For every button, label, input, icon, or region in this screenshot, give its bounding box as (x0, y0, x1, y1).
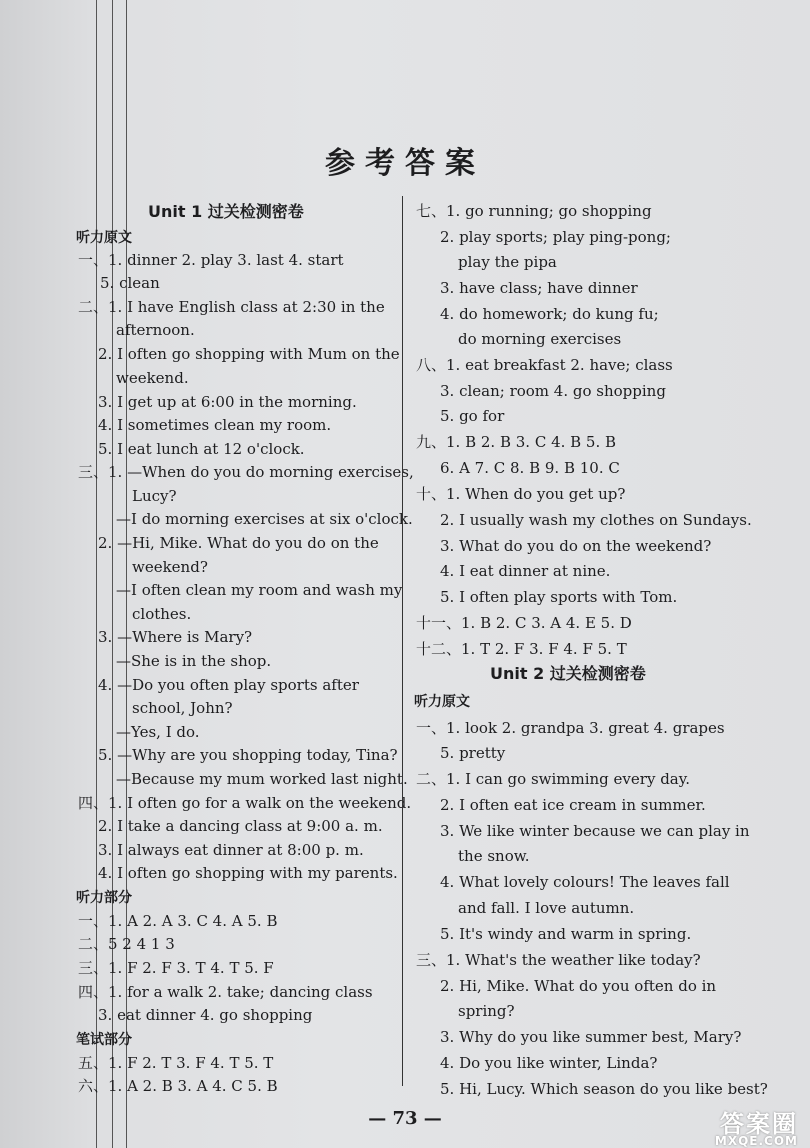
answer-line: —I do morning exercises at six o'clock. (116, 510, 413, 528)
answer-line: 5. It's windy and warm in spring. (440, 925, 692, 943)
answer-line: afternoon. (116, 321, 195, 339)
answer-line: spring? (458, 1002, 515, 1020)
answer-line: 三、1. F 2. F 3. T 4. T 5. F (78, 959, 274, 977)
answer-line: 一、1. dinner 2. play 3. last 4. start (78, 251, 344, 269)
section-heading: 听力原文 (414, 694, 470, 710)
answer-line: 2. I take a dancing class at 9:00 a. m. (98, 817, 383, 835)
answer-line: 四、1. for a walk 2. take; dancing class (78, 983, 373, 1001)
answer-line: 3. I get up at 6:00 in the morning. (98, 393, 357, 411)
answer-line: 2. I often eat ice cream in summer. (440, 796, 706, 814)
section-heading: 笔试部分 (76, 1032, 132, 1048)
answer-line: 一、1. A 2. A 3. C 4. A 5. B (78, 912, 278, 930)
answer-line: 2. I often go shopping with Mum on the (98, 345, 400, 363)
answer-line: 二、5 2 4 1 3 (78, 935, 175, 953)
answer-line: 3. Why do you like summer best, Mary? (440, 1028, 742, 1046)
answer-line: 2. play sports; play ping-pong; (440, 228, 671, 246)
answer-line: 二、1. I can go swimming every day. (416, 770, 690, 788)
answer-line: 二、1. I have English class at 2:30 in the (78, 298, 385, 316)
answer-line: 2. —Hi, Mike. What do you do on the (98, 534, 379, 552)
answer-line: 三、1. What's the weather like today? (416, 951, 701, 969)
answer-line: weekend. (116, 369, 189, 387)
answer-line: play the pipa (458, 253, 557, 271)
page-title: 参考答案 (325, 146, 485, 181)
answer-line: —She is in the shop. (116, 652, 272, 670)
answer-line: 5. —Why are you shopping today, Tina? (98, 746, 398, 764)
answer-line: 4. I eat dinner at nine. (440, 562, 611, 580)
answer-line: 3. —Where is Mary? (98, 628, 253, 646)
answer-line: 八、1. eat breakfast 2. have; class (416, 356, 673, 374)
answer-line: 七、1. go running; go shopping (416, 202, 652, 220)
answer-line: —I often clean my room and wash my (116, 581, 403, 599)
answer-line: 十、1. When do you get up? (416, 485, 626, 503)
answer-line: —Because my mum worked last night. (116, 770, 408, 788)
answer-line: the snow. (458, 847, 530, 865)
answer-line: 九、1. B 2. B 3. C 4. B 5. B (416, 433, 617, 451)
answer-line: 2. Hi, Mike. What do you often do in (440, 977, 717, 995)
column-divider (402, 196, 403, 1086)
answer-line: 4. I often go shopping with my parents. (98, 864, 398, 882)
answer-line: 4. What lovely colours! The leaves fall (440, 873, 730, 891)
page-number: — 73 — (368, 1108, 442, 1129)
answer-line: 三、1. —When do you do morning exercises, (78, 463, 414, 481)
answer-line: 十二、1. T 2. F 3. F 4. F 5. T (416, 640, 627, 658)
answer-line: 四、1. I often go for a walk on the weekend. (78, 794, 412, 812)
answer-line: 5. I eat lunch at 12 o'clock. (98, 440, 305, 458)
answer-line: 6. A 7. C 8. B 9. B 10. C (440, 459, 620, 477)
answer-line: 五、1. F 2. T 3. F 4. T 5. T (78, 1054, 274, 1072)
section-heading: 听力部分 (76, 890, 132, 906)
answer-line: 4. do homework; do kung fu; (440, 305, 659, 323)
answer-line: do morning exercises (458, 330, 622, 348)
answer-line: weekend? (132, 558, 208, 576)
answer-line: 5. Hi, Lucy. Which season do you like best? (440, 1080, 768, 1098)
answer-line: 5. pretty (440, 744, 506, 762)
answer-line: and fall. I love autumn. (458, 899, 635, 917)
answer-line: Lucy? (132, 487, 177, 505)
unit-heading: Unit 2 过关检测密卷 (490, 664, 646, 683)
answer-line: 十一、1. B 2. C 3. A 4. E 5. D (416, 614, 632, 632)
section-heading: 听力原文 (76, 230, 132, 246)
watermark-logo (672, 1104, 802, 1148)
answer-line: 4. I sometimes clean my room. (98, 416, 332, 434)
answer-line: —Yes, I do. (116, 723, 200, 741)
watermark-url: MXQE.COM (714, 1134, 798, 1148)
answer-line: 3. eat dinner 4. go shopping (98, 1006, 313, 1024)
answer-line: 3. I always eat dinner at 8:00 p. m. (98, 841, 364, 859)
answer-line: 3. What do you do on the weekend? (440, 537, 712, 555)
answer-line: 4. Do you like winter, Linda? (440, 1054, 658, 1072)
answer-line: clothes. (132, 605, 192, 623)
answer-line: 5. go for (440, 407, 505, 425)
watermark-text: 答案圈 (720, 1110, 798, 1138)
answer-line: 2. I usually wash my clothes on Sundays. (440, 511, 752, 529)
unit-heading: Unit 1 过关检测密卷 (148, 202, 304, 221)
answer-line: 3. have class; have dinner (440, 279, 638, 297)
answer-line: 5. I often play sports with Tom. (440, 588, 678, 606)
answer-line: 一、1. look 2. grandpa 3. great 4. grapes (416, 719, 725, 737)
answer-line: 4. —Do you often play sports after (98, 676, 359, 694)
answer-line: 5. clean (100, 274, 160, 292)
answer-line: 3. clean; room 4. go shopping (440, 382, 666, 400)
answer-line: 3. We like winter because we can play in (440, 822, 750, 840)
answer-line: 六、1. A 2. B 3. A 4. C 5. B (78, 1077, 278, 1095)
answer-line: school, John? (132, 699, 233, 717)
